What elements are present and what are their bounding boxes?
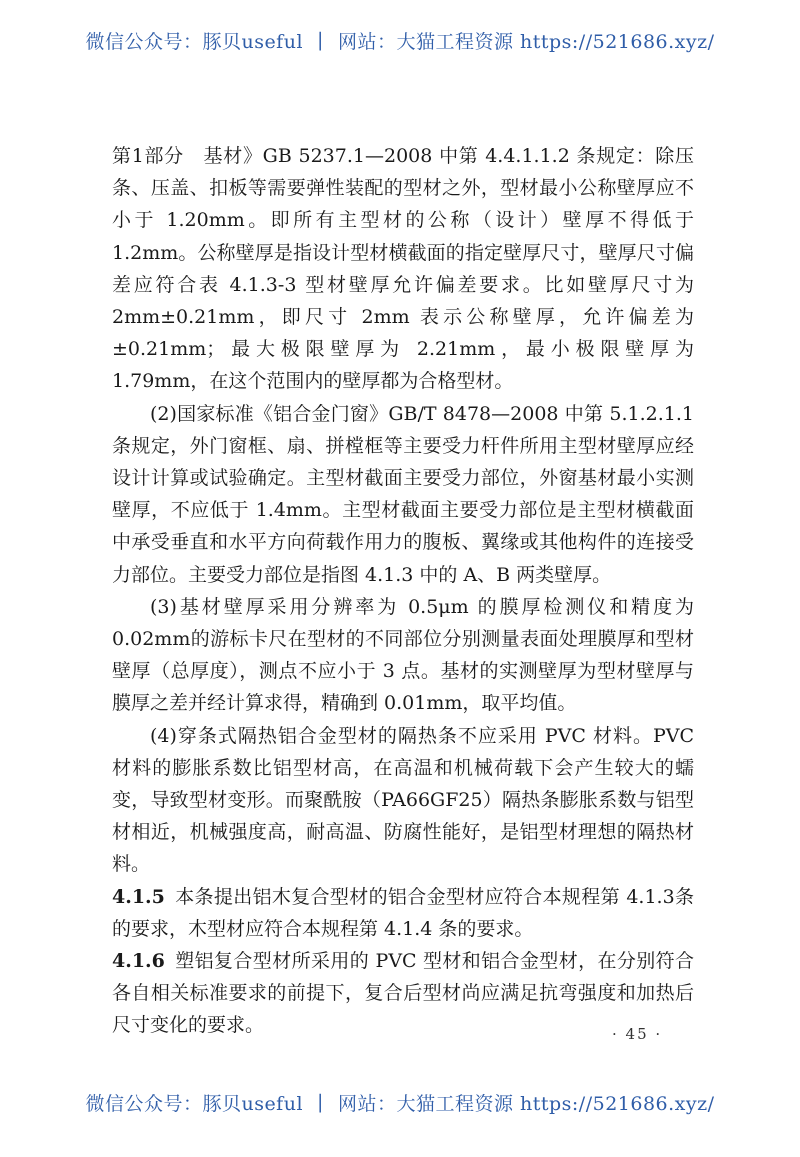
watermark-website: 网站：大猫工程资源 https://521686.xyz/ xyxy=(337,1092,715,1115)
clause-4-1-6 xyxy=(112,945,694,1042)
watermark-separator: | xyxy=(317,1091,324,1113)
watermark-footer xyxy=(0,1082,800,1122)
clause-text: 本条提出铝木复合型材的铝合金型材应符合本规程第 4.1.3条的要求，木型材应符合本规程第 4.1.4 条的要求。 xyxy=(112,885,694,940)
watermark-separator: | xyxy=(317,29,324,51)
watermark-wechat: 微信公众号：豚贝useful xyxy=(85,1092,304,1115)
paragraph-1: 第1部分 基材》GB 5237.1—2008 中第 4.4.1.1.2 条规定：除压条、压盖、扣板等需要弹性装配的型材之外，型材最小公称壁厚应不小于 1.20mm。即所有主型材的公称（设计）壁厚不得低于 1.2mm。公称壁厚是指设计型材横截面的指定壁厚尺寸，壁厚尺寸偏差应符合表 4.1.3-3 型材壁厚允许偏差要求。比如壁厚尺寸为 2mm±0.21mm，即尺寸 2mm 表示公称壁厚，允许偏差为 ±0.21mm；最大极限壁厚为 2.21mm，最小极限壁厚为 1.79mm，在这个范围内的壁厚都为合格型材。 xyxy=(112,145,694,393)
document-body xyxy=(112,140,694,1042)
paragraph-2: (2)国家标准《铝合金门窗》GB/T 8478—2008 中第 5.1.2.1.1 条规定，外门窗框、扇、拼樘框等主要受力杆件所用主型材壁厚应经设计计算或试验确定。主型材截面主要受力部位，外窗基材最小实测壁厚，不应低于 1.4mm。主型材截面主要受力部位是主型材横截面中承受垂直和水平方向荷载作用力的腹板、翼缘或其他构件的连接受力部位。主要受力部位是指图 4.1.3 中的 A、B 两类壁厚。 xyxy=(112,402,694,586)
watermark-header xyxy=(0,20,800,60)
page-number: · 45 · xyxy=(612,1025,663,1043)
watermark-wechat: 微信公众号：豚贝useful xyxy=(85,30,304,53)
clause-number: 4.1.5 xyxy=(112,885,165,908)
paragraph-4: (4)穿条式隔热铝合金型材的隔热条不应采用 PVC 材料。PVC 材料的膨胀系数比铝型材高，在高温和机械荷载下会产生较大的蠕变，导致型材变形。而聚酰胺（PA66GF25）隔热条膨胀系数与铝型材相近，机械强度高，耐高温、防腐性能好，是铝型材理想的隔热材料。 xyxy=(112,724,694,876)
clause-4-1-5 xyxy=(112,881,694,945)
clause-number: 4.1.6 xyxy=(112,950,165,973)
paragraph-3: (3)基材壁厚采用分辨率为 0.5μm 的膜厚检测仪和精度为 0.02mm的游标卡尺在型材的不同部位分别测量表面处理膜厚和型材壁厚（总厚度），测点不应小于 3 点。基材的实测壁厚为型材壁厚与膜厚之差并经计算求得，精确到 0.01mm，取平均值。 xyxy=(112,595,694,715)
clause-text: 塑铝复合型材所采用的 PVC 型材和铝合金型材，在分别符合各自相关标准要求的前提下，复合后型材尚应满足抗弯强度和加热后尺寸变化的要求。 xyxy=(112,950,694,1037)
watermark-website: 网站：大猫工程资源 https://521686.xyz/ xyxy=(337,30,715,53)
